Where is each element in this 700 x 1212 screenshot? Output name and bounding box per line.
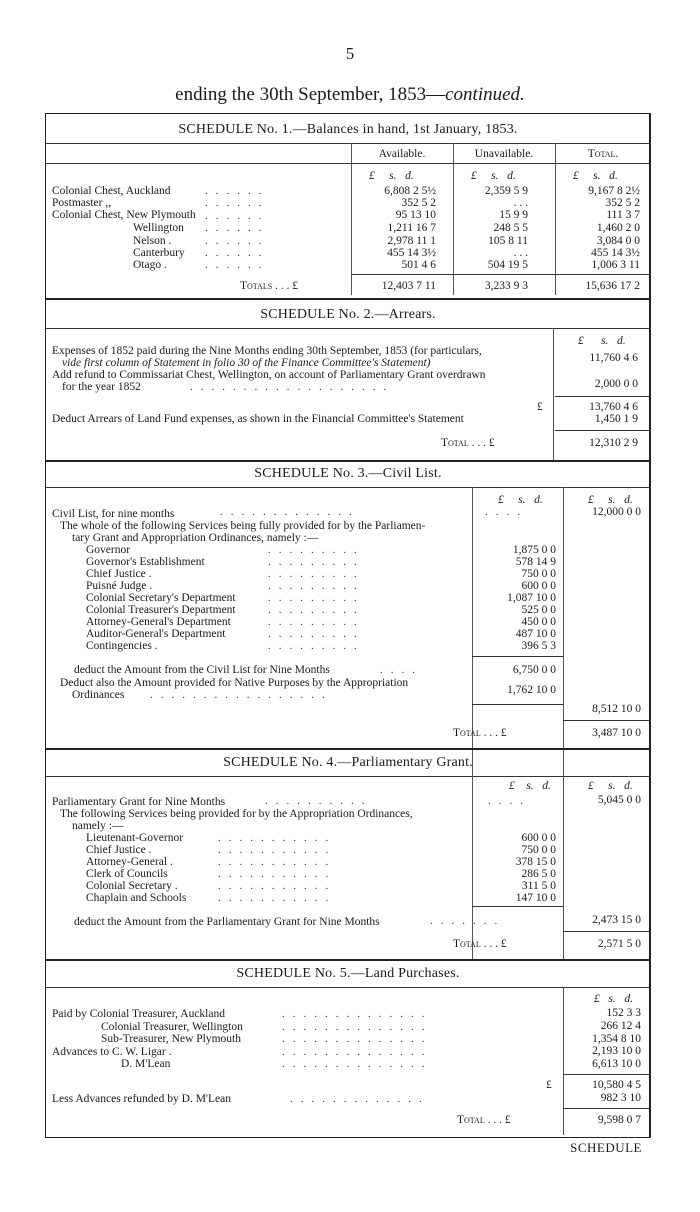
s4-item-label: Attorney-General . — [86, 856, 173, 868]
leader-dots: ............. — [290, 1093, 430, 1105]
lsd-header: £ s. d. — [509, 780, 551, 792]
schedule-5-title: SCHEDULE No. 5.—Land Purchases. — [236, 966, 460, 981]
s3-item-label: Attorney-General's Department — [86, 616, 231, 628]
s3-line: deduct the Amount from the Civil List for Nine Months — [74, 664, 330, 676]
sum-rule — [563, 1108, 651, 1109]
catchword-footer: SCHEDULE — [570, 1140, 642, 1155]
leader-dots: ........... ........... ........... ........... ........... ........... — [218, 832, 337, 904]
s1-unavailable: 15 9 9 — [499, 209, 528, 221]
page-heading — [0, 84, 700, 106]
section-divider — [45, 748, 651, 750]
s4-item-value: 600 0 0 — [521, 832, 556, 844]
s1-unavailable: . . . — [513, 197, 528, 209]
s1-total: 3,084 0 0 — [596, 235, 640, 247]
s3-item-value: 487 10 0 — [515, 628, 556, 640]
s5-subtotal: 10,580 4 5 — [592, 1079, 641, 1091]
s1-unavailable: 248 5 5 — [493, 222, 528, 234]
s4-line: The following Services being provided for by the Appropriation Ordinances, — [60, 808, 413, 820]
s3-value: 12,000 0 0 — [592, 506, 641, 518]
s1-unavailable: 504 19 5 — [487, 259, 528, 271]
s4-line: deduct the Amount from the Parliamentary Grant for Nine Months — [74, 916, 380, 928]
s2-value: 11,760 4 6 — [589, 352, 638, 364]
pound-sign: £ — [537, 401, 543, 413]
s5-item-value: 6,613 10 0 — [592, 1058, 641, 1070]
schedule-2-title: SCHEDULE No. 2.—Arrears. — [260, 307, 436, 322]
s3-line: tary Grant and Appropriation Ordinances, namely :— — [72, 532, 319, 544]
sum-rule — [472, 656, 563, 657]
s1-totals-unavailable: 3,233 9 3 — [484, 280, 528, 292]
s4-item-label: Chief Justice . — [86, 844, 152, 856]
s5-total-label: Total . . . £ — [457, 1114, 511, 1126]
s3-item-label: Auditor-General's Department — [86, 628, 226, 640]
s1-row-label: Colonial Chest, New Plymouth — [52, 209, 196, 221]
sum-rule — [555, 396, 651, 397]
s3-item-value: 578 14 9 — [515, 556, 556, 568]
divider — [45, 776, 651, 777]
heading-continued: continued. — [445, 84, 525, 105]
divider — [45, 487, 651, 488]
section-divider — [45, 460, 651, 462]
s3-item-label: Colonial Treasurer's Department — [86, 604, 236, 616]
s5-item-label: Paid by Colonial Treasurer, Auckland — [52, 1008, 225, 1020]
section-divider — [45, 959, 651, 961]
s3-total: 3,487 10 0 — [592, 727, 641, 739]
column-rule — [553, 328, 554, 460]
s3-item-label: Puisné Judge . — [86, 580, 153, 592]
s1-total: 111 3 7 — [606, 209, 640, 221]
schedule-3-title: SCHEDULE No. 3.—Civil List. — [254, 466, 442, 481]
s5-total: 9,598 0 7 — [597, 1114, 641, 1126]
s2-value: 1,450 1 9 — [594, 413, 638, 425]
s1-available: 455 14 3½ — [387, 247, 436, 259]
s1-totals-total: 15,636 17 2 — [585, 280, 640, 292]
s3-item-label: Chief Justice . — [86, 568, 152, 580]
s3-line: The whole of the following Services being fully provided for by the Parliamen- — [60, 520, 426, 532]
s1-available: 501 4 6 — [401, 259, 436, 271]
s3-line: Ordinances — [72, 689, 125, 701]
s1-total: 1,006 3 11 — [591, 259, 640, 271]
lsd-header: £ s. d. — [588, 780, 633, 792]
s3-value: 1,762 10 0 — [507, 684, 556, 696]
s4-item-value: 311 5 0 — [521, 880, 556, 892]
divider — [45, 163, 651, 164]
divider — [45, 987, 651, 988]
leader-dots: ................. — [150, 689, 333, 701]
s3-value: 8,512 10 0 — [592, 703, 641, 715]
s1-unavailable: 105 8 11 — [488, 235, 528, 247]
s2-value: 2,000 0 0 — [594, 378, 638, 390]
schedule-1-title: SCHEDULE No. 1.—Balances in hand, 1st January, 1853. — [178, 122, 518, 137]
col-available: Available. — [378, 148, 426, 160]
s4-item-label: Colonial Secretary . — [86, 880, 178, 892]
lsd-header: £ s. d. — [573, 170, 618, 182]
s2-total-label: Total . . . £ — [441, 437, 495, 449]
sum-rule — [351, 274, 651, 275]
lsd-header: £ s. d. — [578, 335, 626, 347]
s1-available: 1,211 16 7 — [387, 222, 436, 234]
s5-item-value: 1,354 8 10 — [592, 1033, 641, 1045]
s2-line: for the year 1852 — [62, 381, 141, 393]
s1-total: 352 5 2 — [605, 197, 640, 209]
s5-item-label: Sub-Treasurer, New Plymouth — [101, 1033, 241, 1045]
lsd-header: £ s. d. — [498, 494, 543, 506]
leader-dots: .............. .............. .............. .............. .............. — [282, 1008, 433, 1071]
s2-total: 12,310 2 9 — [589, 437, 638, 449]
heading-main: ending the 30th September, 1853— — [175, 84, 446, 105]
s4-total: 2,571 5 0 — [597, 938, 641, 950]
s4-value: 5,045 0 0 — [597, 794, 641, 806]
section-divider — [45, 298, 651, 300]
lsd-header: £ s. d. — [588, 494, 633, 506]
sum-rule — [555, 430, 651, 431]
page-number: 5 — [345, 44, 355, 63]
leader-dots: .​..... ...... ...... ...... ...... ...... ...... — [205, 185, 270, 272]
s4-item-value: 750 0 0 — [521, 844, 556, 856]
sum-rule — [472, 704, 563, 705]
s4-item-label: Chaplain and Schools — [86, 892, 187, 904]
leader-dots: ................... — [190, 381, 395, 393]
leader-dots: .......... — [265, 795, 373, 807]
s3-item-label: Colonial Secretary's Department — [86, 592, 236, 604]
s3-item-label: Governor — [86, 544, 131, 556]
pound-sign: £ — [546, 1079, 552, 1091]
lsd-header: £ s. d. — [471, 170, 516, 182]
s3-item-value: 600 0 0 — [521, 580, 556, 592]
s1-row-label: Nelson . — [133, 235, 172, 247]
s1-totals-available: 12,403 7 11 — [381, 280, 436, 292]
s1-total: 1,460 2 0 — [596, 222, 640, 234]
s1-available: 95 13 10 — [395, 209, 436, 221]
s3-total-label: Total . . . £ — [453, 727, 507, 739]
s5-item-value: 266 12 4 — [600, 1020, 641, 1032]
divider — [45, 328, 651, 329]
s3-line: Civil List, for nine months — [52, 508, 175, 520]
sum-rule — [563, 1074, 651, 1075]
s4-item-value: 286 5 0 — [521, 868, 556, 880]
s3-item-value: 525 0 0 — [521, 604, 556, 616]
s1-row-label: Canterbury — [133, 247, 185, 259]
s2-subtotal: 13,760 4 6 — [589, 401, 638, 413]
s5-item-value: 152 3 3 — [606, 1007, 641, 1019]
s2-line: Add refund to Commissariat Chest, Wellington, on account of Parliamentary Grant overdrawn — [52, 369, 486, 381]
s3-item-value: 1,875 0 0 — [512, 544, 556, 556]
divider — [45, 143, 651, 144]
s5-item-value: 2,193 10 0 — [592, 1045, 641, 1057]
s1-total: 455 14 3½ — [591, 247, 640, 259]
s1-available: 2,978 11 1 — [387, 235, 436, 247]
s3-item-value: 396 5 3 — [521, 640, 556, 652]
s3-item-value: 1,087 10 0 — [507, 592, 556, 604]
s1-row-label: Colonial Chest, Auckland — [52, 185, 171, 197]
s1-available: 352 5 2 — [401, 197, 436, 209]
leader-dots: ............. — [220, 506, 360, 518]
leader-dots: ......... ......... ......... ......... ......... ......... ......... ......... ......... — [268, 544, 365, 652]
leader-dots: .... — [380, 664, 423, 676]
s2-line: Deduct Arrears of Land Fund expenses, as shown in the Financial Committee's Statement — [52, 413, 464, 425]
s1-unavailable: . . . — [513, 247, 528, 259]
s4-item-label: Lieutenant-Governor — [86, 832, 184, 844]
s3-item-label: Governor's Establishment — [86, 556, 205, 568]
s5-line: Less Advances refunded by D. M'Lean — [52, 1093, 231, 1105]
s1-totals-label: Totals . . . £ — [240, 280, 299, 292]
s1-total: 9,167 8 2½ — [588, 185, 640, 197]
s2-line: Expenses of 1852 paid during the Nine Months ending 30th September, 1853 (for particulars, — [52, 345, 482, 357]
s4-item-value: 378 15 0 — [515, 856, 556, 868]
sum-rule — [472, 906, 563, 907]
s5-item-label: D. M'Lean — [121, 1058, 171, 1070]
s4-value: 2,473 15 0 — [592, 914, 641, 926]
schedule-4-title: SCHEDULE No. 4.—Parliamentary Grant. — [223, 755, 473, 770]
lsd-header: £ s. d. — [594, 993, 633, 1005]
s3-line: Deduct also the Amount provided for Native Purposes by the Appropriation — [60, 677, 409, 689]
s3-item-label: Contingencies . — [86, 640, 158, 652]
s4-item-value: 147 10 0 — [515, 892, 556, 904]
s3-item-value: 450 0 0 — [521, 616, 556, 628]
s2-line: vide first column of Statement in folio 30 of the Finance Committee's Statement) — [62, 357, 431, 369]
sum-rule — [563, 720, 651, 721]
s4-item-label: Clerk of Councils — [86, 868, 168, 880]
s1-row-label: Otago . — [133, 259, 167, 271]
s4-line: Parliamentary Grant for Nine Months — [52, 796, 226, 808]
s1-row-label: Postmaster ,, — [52, 197, 112, 209]
leader-dots: .... — [488, 795, 531, 807]
s5-item-label: Colonial Treasurer, Wellington — [101, 1021, 243, 1033]
s5-item-label: Advances to C. W. Ligar . — [52, 1046, 172, 1058]
s3-item-value: 750 0 0 — [521, 568, 556, 580]
s1-unavailable: 2,359 5 9 — [484, 185, 528, 197]
s4-total-label: Total . . . £ — [453, 938, 507, 950]
leader-dots: .... — [485, 506, 528, 518]
lsd-header: £ s. d. — [369, 170, 414, 182]
col-unavailable: Unavailable. — [474, 148, 534, 160]
s3-value: 6,750 0 0 — [512, 664, 556, 676]
col-total: Total. — [587, 148, 619, 160]
s1-row-label: Wellington — [133, 222, 184, 234]
s5-value: 982 3 10 — [600, 1092, 641, 1104]
leader-dots: ....... — [430, 915, 506, 927]
s4-line: namely :— — [72, 820, 124, 832]
sum-rule — [563, 931, 651, 932]
s1-available: 6,808 2 5½ — [384, 185, 436, 197]
